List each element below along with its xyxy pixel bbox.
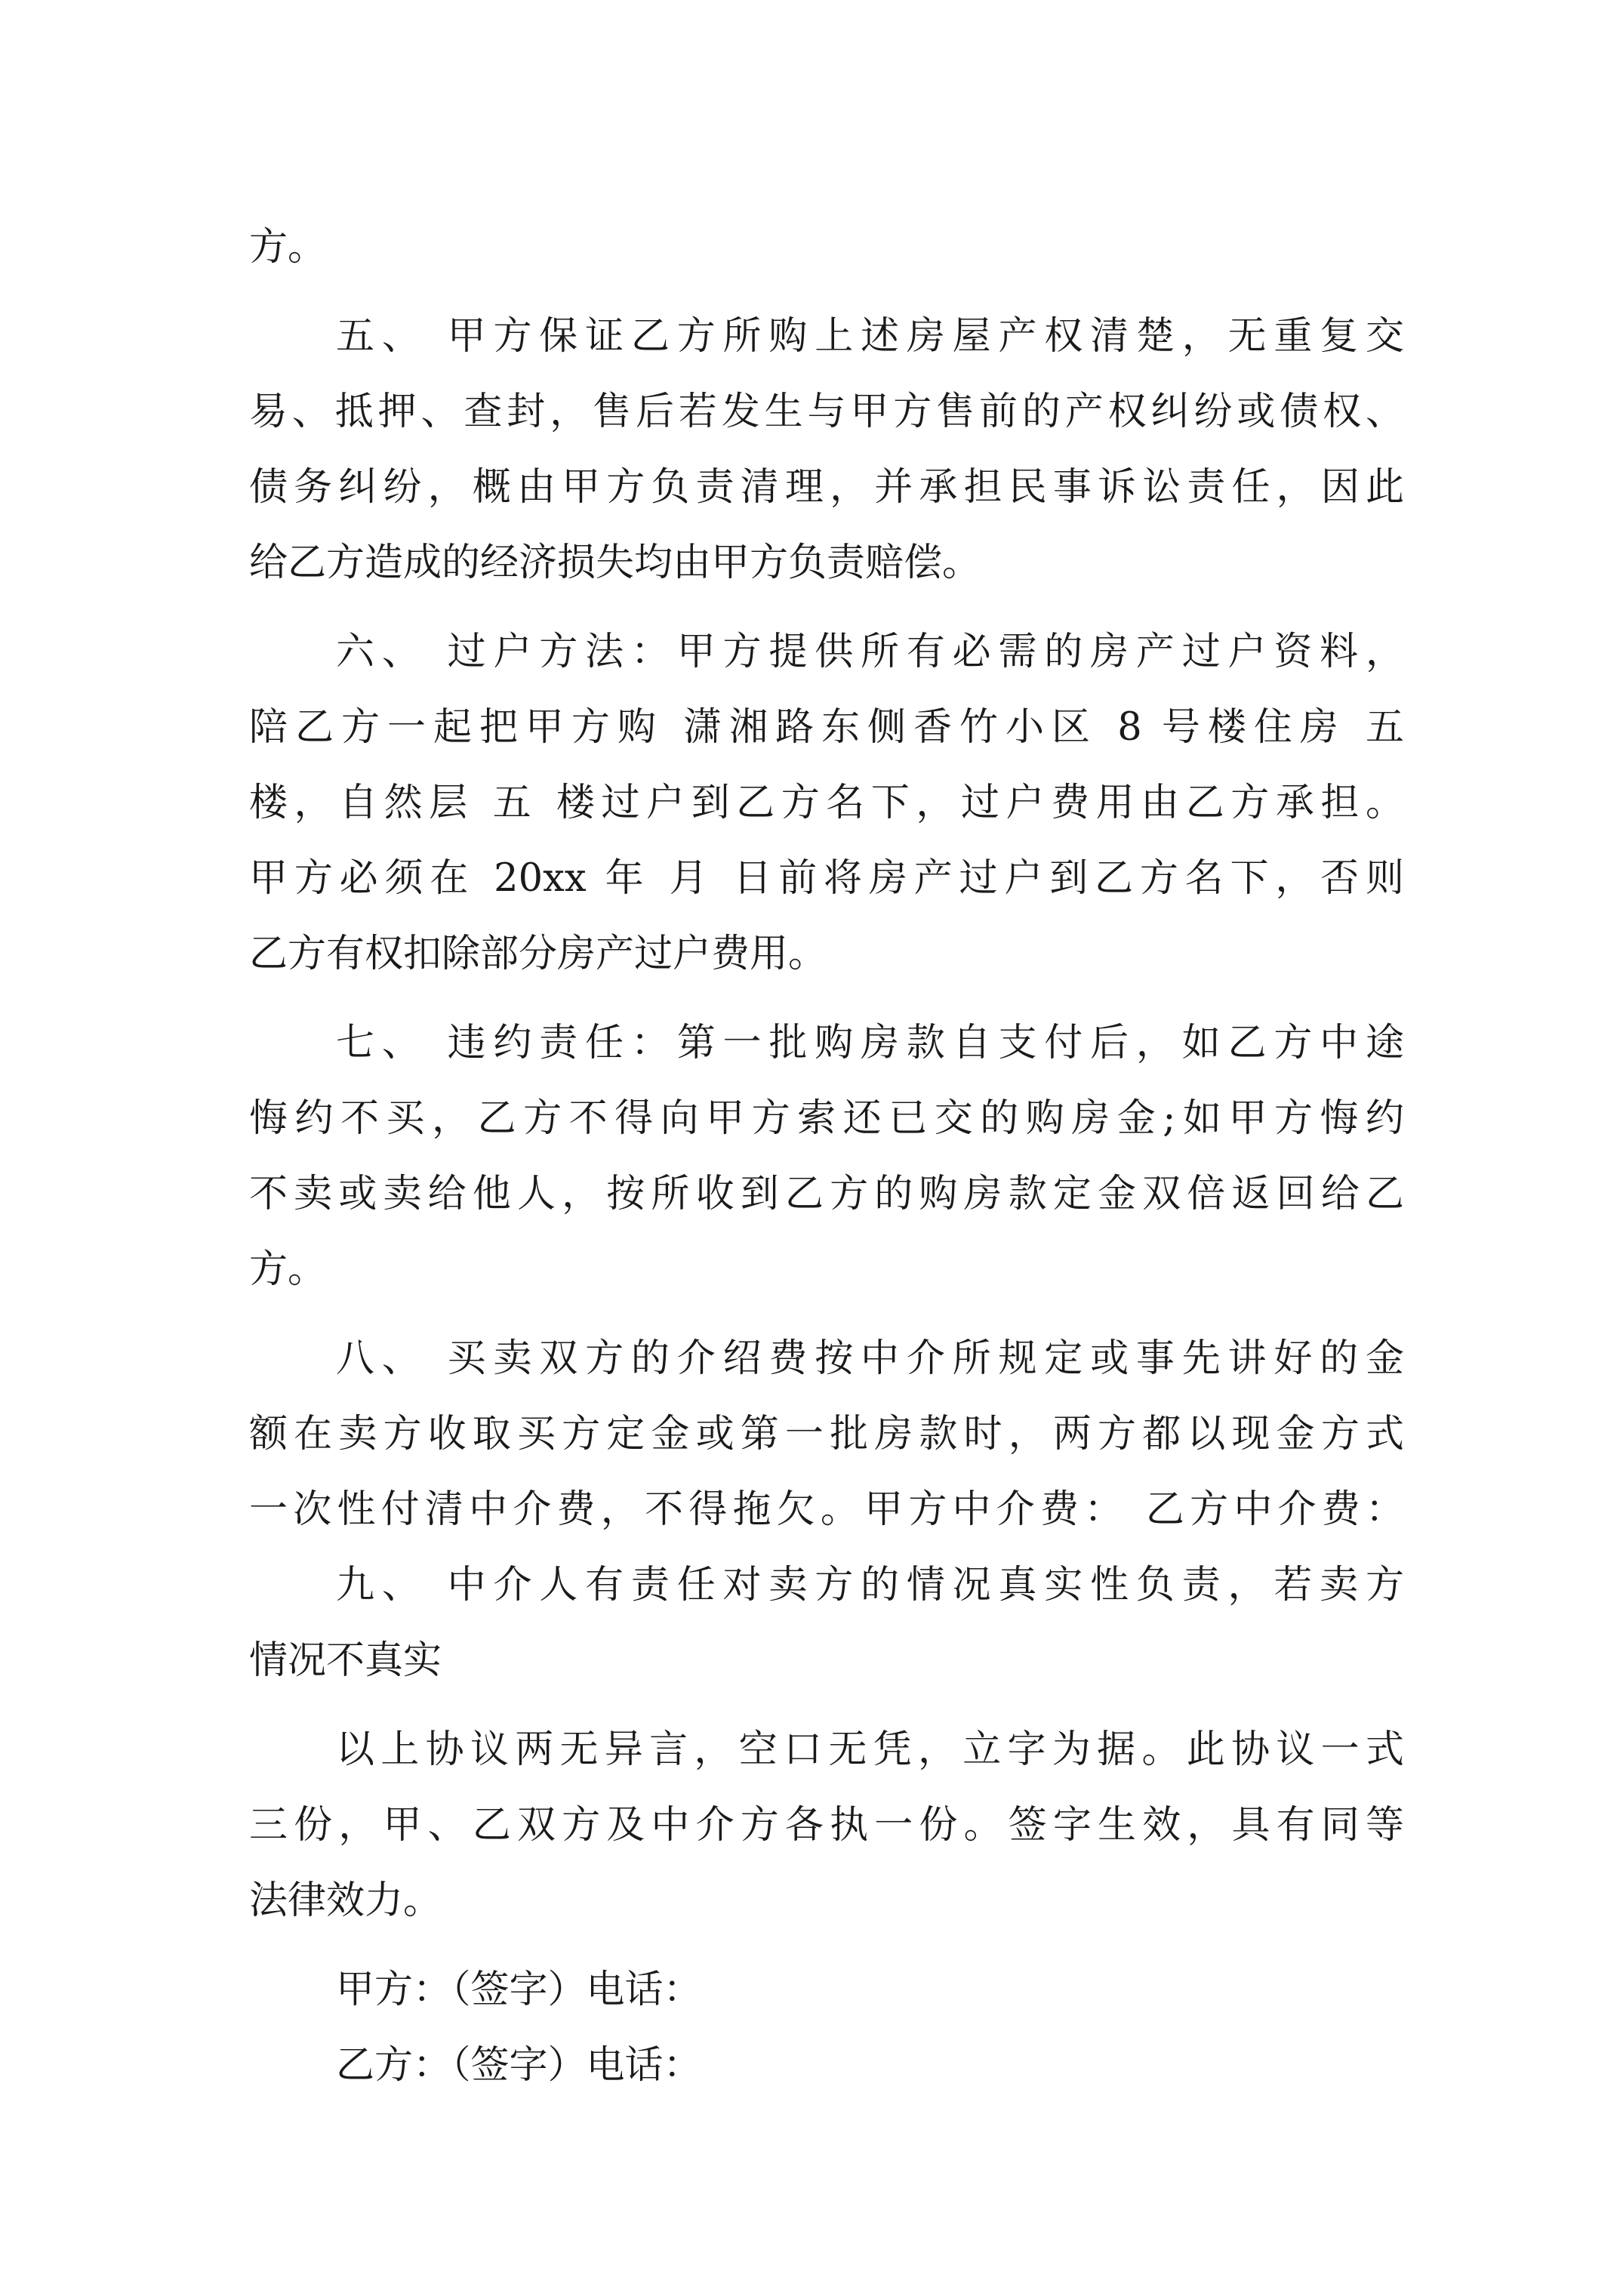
text-line: 以上协议两无异言，空口无凭，立字为据。此协议一式	[336, 1727, 1404, 1772]
text-line: 易、抵押、查封，售后若发生与甲方售前的产权纠纷或债权、	[249, 390, 1404, 434]
text-line: 给乙方造成的经济损失均由甲方负责赔偿。	[249, 541, 981, 585]
text-line: 九、 中介人有责任对卖方的情况真实性负责，若卖方	[336, 1563, 1404, 1607]
text-line: 甲方必须在 20xx 年 月 日前将房产过户到乙方名下，否则	[249, 856, 1404, 901]
text-line: 一次性付清中介费，不得拖欠。甲方中介费： 乙方中介费：	[249, 1487, 1404, 1532]
text-line: 五、 甲方保证乙方所购上述房屋产权清楚，无重复交	[336, 314, 1404, 359]
text-line: 乙方：（签字）电话：	[336, 2043, 702, 2088]
text-line: 法律效力。	[249, 1878, 442, 1923]
text-line: 陪乙方一起把甲方购 潇湘路东侧香竹小区 8 号楼住房 五	[249, 705, 1404, 750]
clause-nine	[249, 1548, 1404, 1699]
text-line: 楼，自然层 五 楼过户到乙方名下，过户费用由乙方承担。	[249, 781, 1404, 825]
text-line: 八、 买卖双方的介绍费按中介所规定或事先讲好的金	[336, 1336, 1404, 1381]
text-line: 悔约不买，乙方不得向甲方索还已交的购房金;如甲方悔约	[249, 1096, 1404, 1141]
party-a-signature-line	[249, 1952, 1404, 2028]
contract-body	[249, 210, 1404, 2103]
clause-five	[249, 299, 1404, 601]
text-line: 方。	[249, 225, 327, 270]
text-line: 额在卖方收取买方定金或第一批房款时，两方都以现金方式	[249, 1412, 1404, 1456]
text-line: 情况不真实	[249, 1638, 442, 1683]
text-line: 七、 违约责任：第一批购房款自支付后，如乙方中途	[336, 1021, 1404, 1065]
clause-six	[249, 615, 1404, 992]
text-line: 三份，甲、乙双方及中介方各执一份。签字生效，具有同等	[249, 1803, 1404, 1848]
clause-eight	[249, 1321, 1404, 1548]
text-line: 方。	[249, 1247, 327, 1292]
text-line: 乙方有权扣除部分房产过户费用。	[249, 932, 827, 976]
text-line: 不卖或卖给他人，按所收到乙方的购房款定金双倍返回给乙	[249, 1172, 1404, 1216]
paragraph-continuation	[249, 210, 1404, 285]
closing-statement	[249, 1712, 1404, 1939]
clause-seven	[249, 1006, 1404, 1308]
party-b-signature-line	[249, 2028, 1404, 2103]
text-line: 债务纠纷，概由甲方负责清理，并承担民事诉讼责任，因此	[249, 465, 1404, 510]
text-line: 六、 过户方法：甲方提供所有必需的房产过户资料，	[336, 630, 1404, 674]
text-line: 甲方：（签字）电话：	[336, 1968, 702, 2012]
